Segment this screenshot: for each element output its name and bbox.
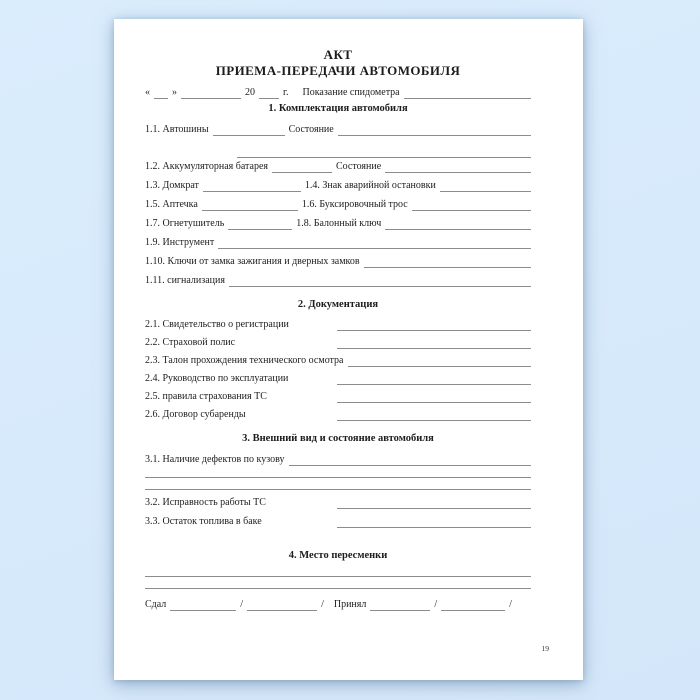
- blank-line: [145, 574, 531, 577]
- row-3-1-continued-1: [145, 466, 531, 478]
- field-label: 1.5. Аптечка: [145, 199, 198, 210]
- blank-line: [228, 227, 292, 230]
- field-label: 2.5. правила страхования ТС: [145, 391, 267, 402]
- blank-line: [370, 608, 430, 611]
- row-1-1: [145, 117, 531, 136]
- field-label: Принял: [333, 599, 367, 610]
- blank-line: [145, 475, 531, 478]
- blank-line: [440, 189, 531, 192]
- field-label: 2.2. Страховой полис: [145, 337, 236, 348]
- blank-line: [337, 382, 531, 385]
- doc-title-line2: ПРИЕМА-ПЕРЕДАЧИ АВТОМОБИЛЯ: [215, 63, 461, 78]
- field-label: 2.1. Свидетельство о регистрации: [145, 319, 289, 330]
- blank-line: [364, 265, 531, 268]
- row-2-5: [145, 385, 531, 403]
- blank-line: [441, 608, 505, 611]
- blank-line: [202, 208, 298, 211]
- field-label: г.: [283, 87, 289, 98]
- blank-line: [229, 284, 531, 287]
- field-label: /: [321, 599, 324, 610]
- field-label: /: [240, 599, 244, 610]
- field-label: 1.1. Автошины: [145, 124, 209, 135]
- field-label: 2.4. Руководство по эксплуатации: [145, 373, 289, 384]
- field-label: 1.3. Домкрат: [145, 180, 199, 191]
- row-3-3: [145, 509, 531, 528]
- row-2-2: [145, 331, 531, 349]
- blank-line: [145, 487, 531, 490]
- blank-line: [412, 208, 531, 211]
- blank-line: [404, 96, 531, 99]
- blank-line: [337, 328, 531, 331]
- field-label: 3.2. Исправность работы ТС: [145, 497, 266, 508]
- page-number: 19: [541, 644, 549, 653]
- row-2-1: [145, 313, 531, 331]
- field-label: 1.2. Аккумуляторная батарея: [145, 161, 269, 172]
- row-1-10: [145, 249, 531, 268]
- field-label: 2.3. Талон прохождения технического осмотра: [145, 355, 344, 366]
- field-label: 1.6. Буксировочный трос: [301, 199, 408, 210]
- spacer: [288, 98, 302, 99]
- blank-line: [218, 246, 531, 249]
- field-label: 1.7. Огнетушитель: [145, 218, 225, 229]
- blank-line: [170, 608, 236, 611]
- blank-line: [145, 586, 531, 589]
- row-3-1: [145, 447, 531, 466]
- field-label: 2.6. Договор субаренды: [145, 409, 246, 420]
- field-label: Сдал: [145, 599, 167, 610]
- blank-line: [385, 227, 531, 230]
- blank-line: [385, 170, 531, 173]
- field-label: Состояние: [336, 161, 382, 172]
- blank-line: [247, 608, 317, 611]
- signature-row: [145, 591, 531, 611]
- row-2-4: [145, 367, 531, 385]
- field-label: 1.9. Инструмент: [145, 237, 215, 248]
- row-1-9: [145, 230, 531, 249]
- form-content: [114, 19, 583, 611]
- blank-line: [259, 96, 279, 99]
- blank-line: [154, 96, 168, 99]
- row-1-3-1-4: [145, 173, 531, 192]
- field-label: 1.4. Знак аварийной остановки: [304, 180, 436, 191]
- blank-line: [337, 418, 531, 421]
- field-label: 1.11. сигнализация: [145, 275, 225, 286]
- field-label: 1.8. Балонный ключ: [296, 218, 382, 229]
- blank-line: [338, 133, 531, 136]
- blank-line: [337, 346, 531, 349]
- row-1-5-1-6: [145, 192, 531, 211]
- field-label: »: [172, 87, 177, 98]
- row-1-7-1-8: [145, 211, 531, 230]
- document-page: [114, 19, 583, 680]
- blank-line: [337, 525, 531, 528]
- date-speedometer-row: [145, 82, 531, 99]
- spacer: [145, 157, 233, 158]
- section-2-heading: 2. Документация: [297, 299, 379, 310]
- section-3-heading: 3. Внешний вид и состояние автомобиля: [242, 433, 434, 444]
- field-label: /: [434, 599, 438, 610]
- doc-title-line1: АКТ: [323, 47, 353, 62]
- field-label: 3.1. Наличие дефектов по кузову: [145, 454, 285, 465]
- blank-line: [272, 170, 332, 173]
- field-label: /: [509, 599, 512, 610]
- field-label: Показание спидометра: [302, 87, 400, 98]
- row-2-3: [145, 349, 531, 367]
- blank-line: [203, 189, 301, 192]
- field-label: 3.3. Остаток топлива в баке: [145, 516, 262, 527]
- blank-line: [237, 155, 531, 158]
- blank-line: [337, 506, 531, 509]
- row-4-line-1: [145, 564, 531, 577]
- blank-line: [181, 96, 241, 99]
- row-4-line-2: [145, 577, 531, 589]
- blank-line: [348, 364, 532, 367]
- row-1-11: [145, 268, 531, 287]
- field-label: «: [145, 87, 150, 98]
- section-1-heading: 1. Комплектация автомобиля: [268, 103, 408, 114]
- blank-line: [289, 463, 531, 466]
- field-label: 1.10. Ключи от замка зажигания и дверных замков: [145, 256, 360, 267]
- blank-line: [213, 133, 285, 136]
- row-2-6: [145, 403, 531, 421]
- row-3-1-continued-2: [145, 478, 531, 490]
- field-label: 20: [245, 87, 255, 98]
- blank-line: [337, 400, 531, 403]
- row-1-2: [145, 158, 531, 173]
- row-1-1-continued: [145, 136, 531, 158]
- row-3-2: [145, 490, 531, 509]
- field-label: Состояние: [288, 124, 334, 135]
- spacer: [324, 610, 334, 611]
- section-4-heading: 4. Место пересменки: [288, 550, 388, 561]
